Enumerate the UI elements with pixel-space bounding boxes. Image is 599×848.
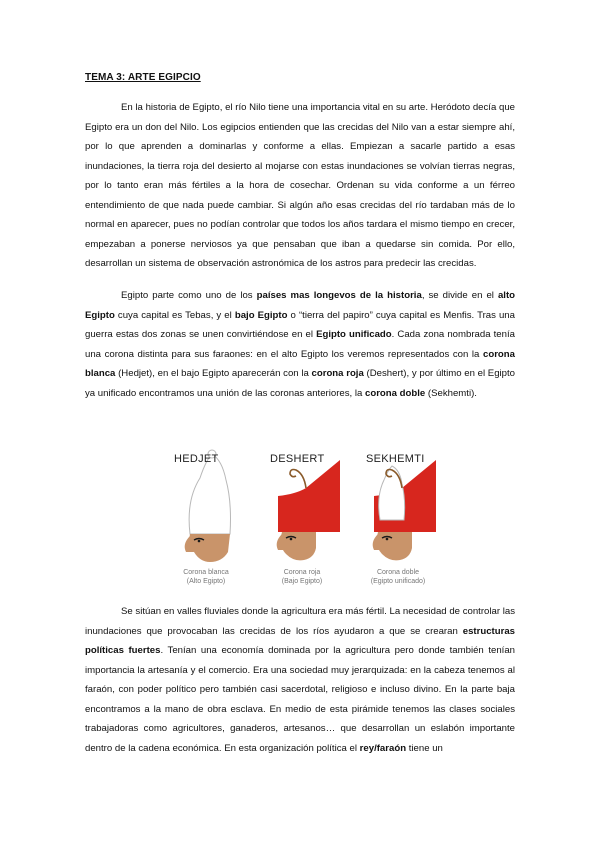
crown-name-deshert: DESHERT: [270, 453, 325, 465]
caption-sekhemti: Corona doble: [376, 569, 420, 576]
paragraph-nile: En la historia de Egipto, el río Nilo tiene una importancia vital en su arte. Heródoto decía que Egipto era un don del Nilo. Los egipcios entienden que las crecidas del Nilo van a estar siempre ahí, por lo que aprenden a dominarlas y conforme a ellas. Empiezan a sacarle partido a esas inundaciones, la tierra roja del desierto al mojarse con estas inundaciones se volvían tierras negras, por lo tanto eran más fértiles a la hora de cosechar. Ordenan su vida conforme a un férreo entendimiento de que nada puede cambiar. Si algún año esas crecidas del río tardaban más de lo normal en aparecer, pues no podían controlar que todos los años tardara el mismo tiempo en crecer, empezaban a ponerse nerviosos ya que pensaban que iban a quedarse sin comida. Por ello, desarrollan un sistema de observación astronómica de los astros para predecir las crecidas.: [85, 102, 515, 269]
caption-hedjet: Corona blanca: [183, 569, 229, 576]
bold-text: alto Egipto: [85, 290, 516, 321]
bold-text: rey/faraón: [359, 742, 407, 754]
caption-sekhemti-region: (Egipto unificado): [370, 578, 426, 585]
caption-deshert-region: (Bajo Egipto): [281, 578, 323, 585]
bold-text: países mas longevos de la historia: [256, 290, 422, 301]
caption-hedjet-region: (Alto Egipto): [186, 578, 226, 585]
crowns-figure: [160, 440, 445, 592]
bold-text: bajo Egipto: [234, 309, 288, 321]
hedjet-panel: [160, 440, 252, 592]
paragraph-kingdoms: Egipto parte como uno de los países mas longevos de la historia, se divide en el alto Egipto cuya capital es Tebas, y el bajo Egipto o “tierra del papiro” cuya capital es Menfis. Tras una guerra estas dos zonas se unen convirtiéndose en el Egipto unificado. Cada zona nombrada tenía una corona distinta para sus faraones: en el alto Egipto los veremos representados con la corona blanca (Hedjet), en el bajo Egipto aparecerán con la corona roja (Deshert), y por último en el Egipto ya unificado encontramos una unión de las coronas anteriores, la corona doble (Sekhemti).: [85, 290, 516, 399]
bold-text: corona doble: [365, 387, 426, 399]
paragraph-society: Se sitúan en valles fluviales donde la agricultura era más fértil. La necesidad de controlar las inundaciones que provocaban las crecidas de los ríos ayudaron a que se crearan estructuras políticas fuertes. Tenían una economía dominada por la agricultura pero donde también tenían importancia la artesanía y el comercio. Era una sociedad muy jerarquizada: en la cabeza tenemos al faraón, con poder político pero también casi sacerdotal, religioso e incluso divino. En la parte baja encontramos a la mano de obra esclava. En medio de esta pirámide tenemos las clases sociales trabajadoras como agricultores, ganaderos, artesanos… que desarrollan un eslabón importante dentro de la cadena económica. En esta organización política el rey/faraón tiene un: [85, 606, 515, 754]
crown-name-sekhemti: SEKHEMTI: [366, 453, 425, 465]
bold-text: corona blanca: [85, 348, 515, 379]
sekhemti-panel: [352, 440, 444, 592]
bold-text: estructuras políticas fuertes: [85, 625, 515, 656]
crown-name-hedjet: HEDJET: [174, 453, 219, 465]
bold-text: Egipto unificado: [316, 329, 392, 340]
deshert-panel: [256, 440, 348, 592]
bold-text: corona roja: [311, 368, 364, 379]
caption-deshert: Corona roja: [283, 569, 321, 576]
document-title: TEMA 3: ARTE EGIPCIO: [85, 72, 201, 83]
